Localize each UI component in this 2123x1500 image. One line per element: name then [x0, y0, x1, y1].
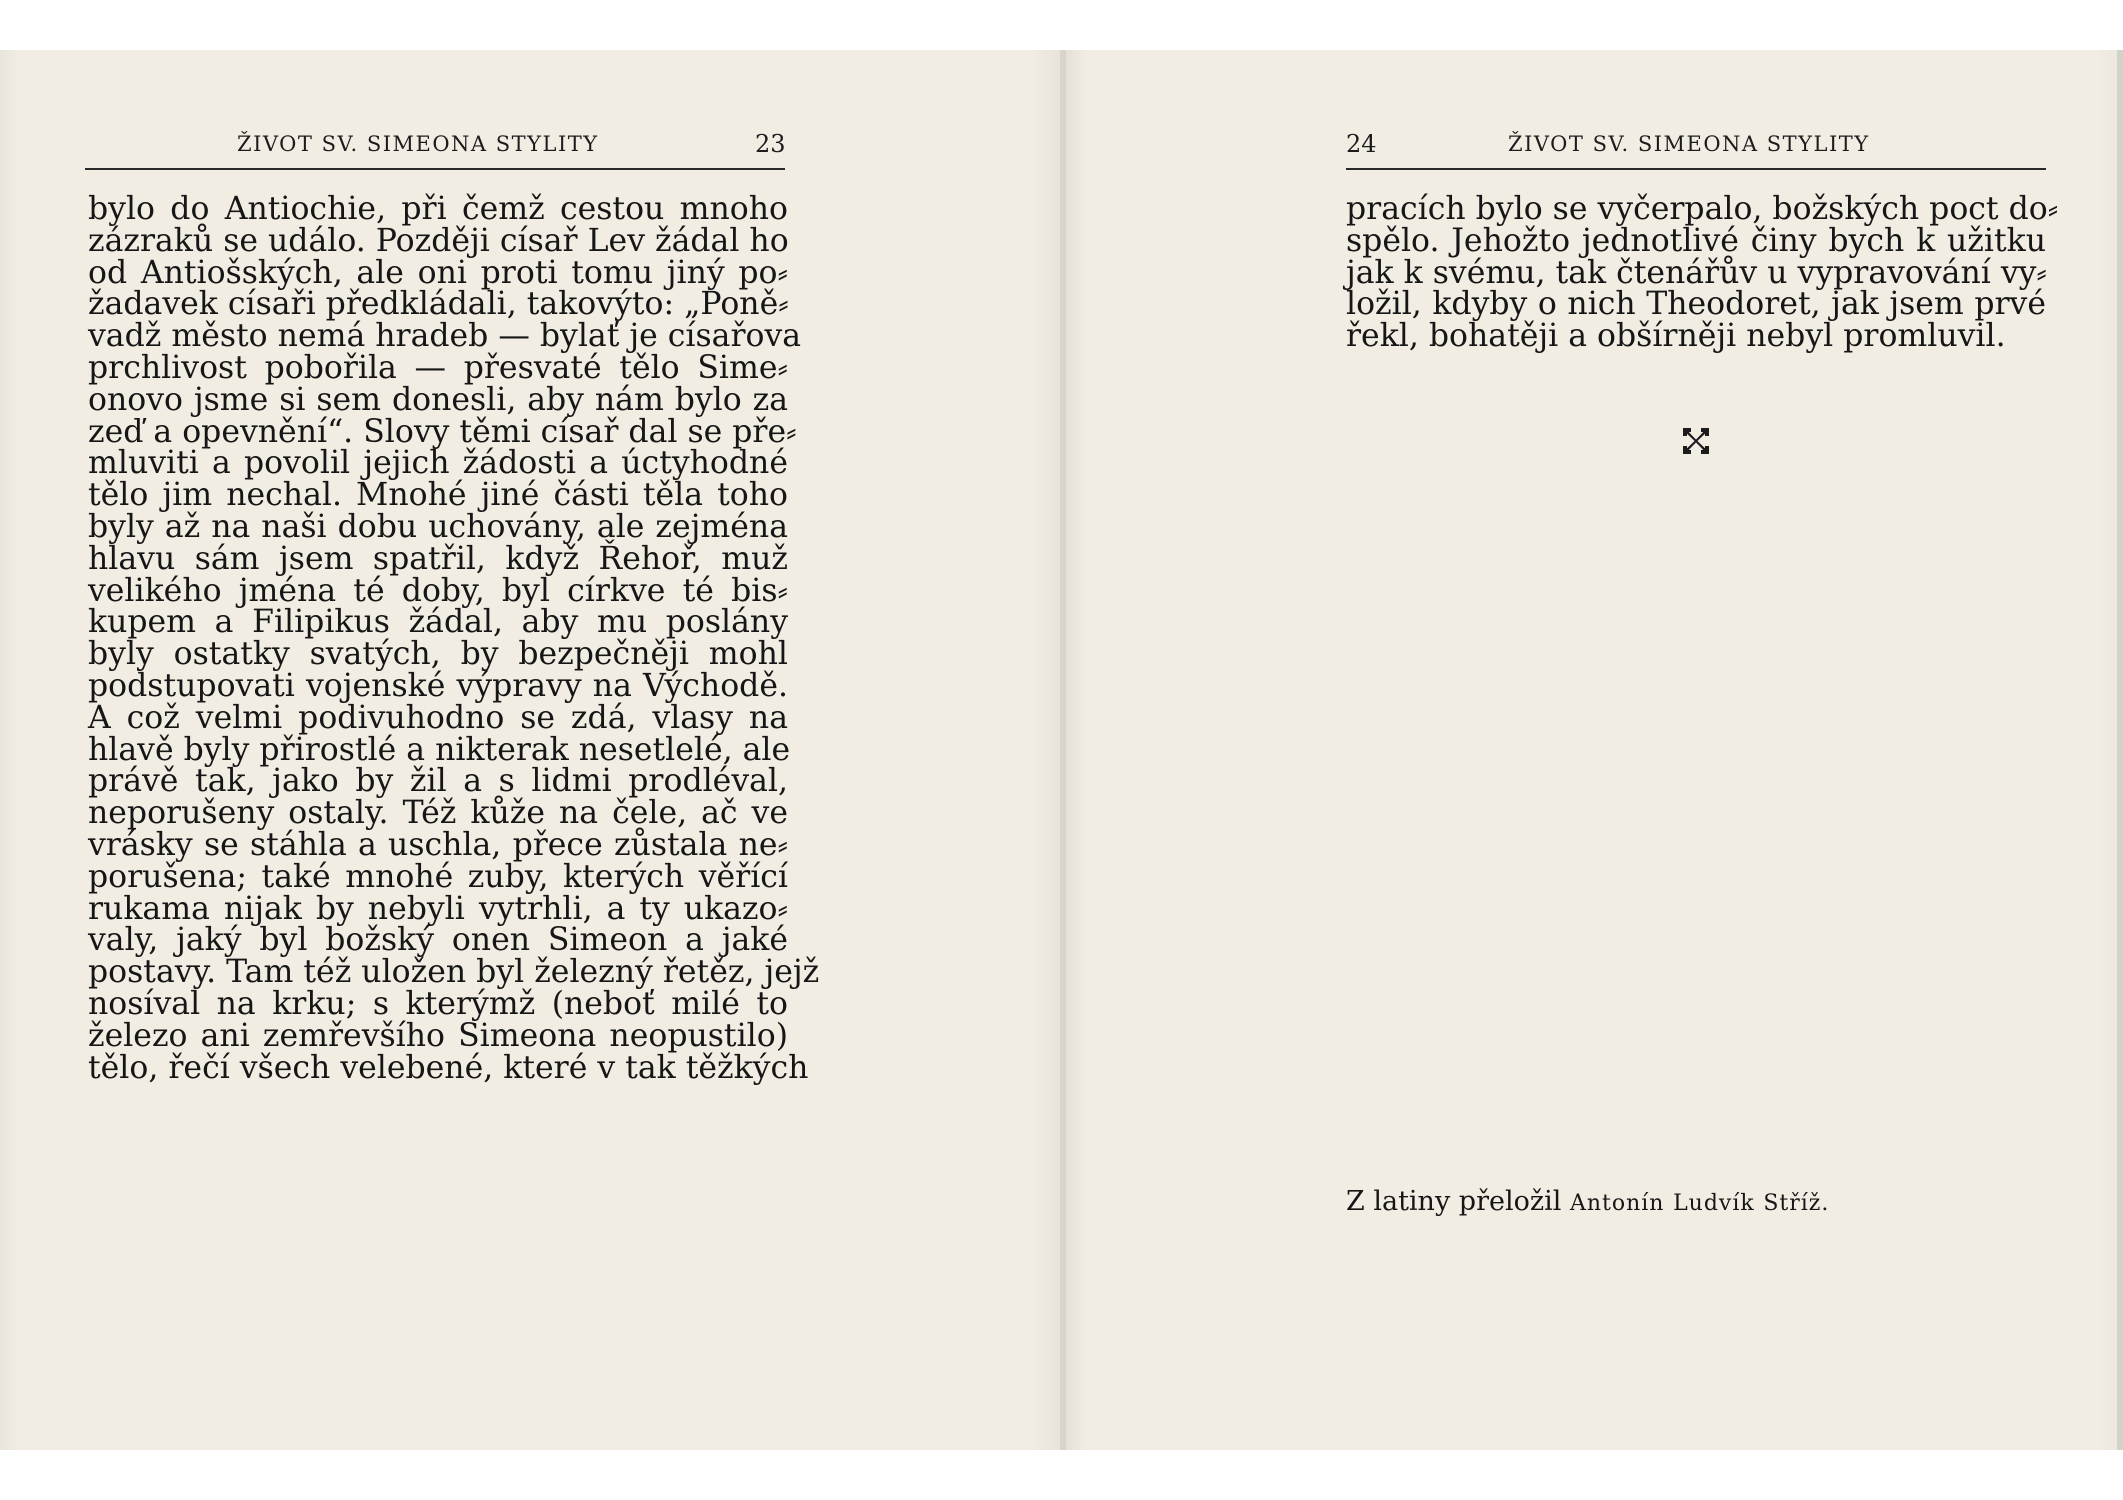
text-line: A což velmi podivuhodno se zdá, vlasy na [88, 699, 788, 736]
cross-pattee-icon [1681, 426, 1711, 456]
text-line: vrásky se stáhla a uschla, přece zůstala ne⸗ [88, 826, 788, 863]
text-line: postavy. Tam též uložen byl železný řetěz, jejž [88, 954, 820, 991]
text-line: podstupovati vojenské výpravy na Východě. [88, 667, 788, 704]
text-line: hlavu sám jsem spatřil, když Řehoř, muž [88, 540, 788, 577]
translator-name-middle: Ludvík [1673, 1191, 1755, 1216]
text-line: byly až na naši dobu uchovány, ale zejména [88, 508, 788, 545]
right-running-head: ŽIVOT SV. SIMEONA STYLITY [1508, 132, 1870, 156]
text-line: zeď a opevnění“. Slovy těmi císař dal se pře⸗ [88, 413, 797, 450]
text-line: onovo jsme si sem donesli, aby nám bylo za [88, 381, 788, 418]
right-head-rule [1346, 168, 2046, 170]
text-line: žadavek císaři předkládali, takovýto: „Poně⸗ [88, 286, 789, 323]
text-line: tělo jim nechal. Mnohé jiné části těla toho [88, 477, 788, 514]
right-page-number: 24 [1346, 130, 1377, 158]
text-line: nosíval na krku; s kterýmž (neboť milé to [88, 985, 788, 1022]
scan-edge-right [2117, 50, 2123, 1450]
text-line: velikého jména té doby, byl církve té bis⸗ [88, 572, 788, 609]
text-line: tělo, řečí všech velebené, které v tak těžkých [88, 1049, 809, 1086]
left-body-text [88, 191, 820, 1086]
right-body-text [1346, 191, 2059, 355]
translator-name-first: Antonín [1569, 1191, 1665, 1216]
text-line: kupem a Filipikus žádal, aby mu poslány [88, 604, 788, 641]
text-line: valy, jaký byl božský onen Simeon a jaké [88, 922, 788, 959]
left-head-rule [85, 168, 785, 170]
text-line: železo ani zemřevšího Simeona neopustilo) [88, 1017, 788, 1054]
translator-name-last: Stříž. [1763, 1191, 1830, 1216]
left-page-number: 23 [755, 130, 786, 158]
translator-credit [1346, 1186, 1829, 1217]
text-line: rukama nijak by nebyli vytrhli, a ty ukazo⸗ [88, 890, 788, 927]
translator-prefix: Z latiny přeložil [1346, 1186, 1562, 1217]
text-line: bylo do Antiochie, při čemž cestou mnoho [88, 191, 788, 227]
text-line: pracích bylo se vyčerpalo, božských poct do⸗ [1346, 191, 2059, 227]
text-line: vadž město nemá hradeb — bylať je císařova [88, 318, 802, 355]
text-line: mluviti a povolil jejich žádosti a úctyhodné [88, 445, 788, 482]
text-line: ložil, kdyby o nich Theodoret, jak jsem prvé [1346, 286, 2046, 323]
text-line: neporušeny ostaly. Též kůže na čele, ač ve [88, 795, 788, 832]
text-line: byly ostatky svatých, by bezpečněji mohl [88, 636, 788, 673]
text-line: jak k svému, tak čtenářův u vypravování vy⸗ [1346, 254, 2047, 291]
text-line: od Antiošských, ale oni proti tomu jiný po⸗ [88, 254, 788, 291]
text-line: zázraků se událo. Později císař Lev žádal ho [88, 222, 789, 259]
text-line: spělo. Jehožto jednotlivé činy bych k užitku [1346, 222, 2046, 259]
text-line: prchlivost pobořila — přesvaté tělo Sime⸗ [88, 349, 788, 386]
text-line: porušena; také mnohé zuby, kterých věřící [88, 858, 788, 895]
left-running-head: ŽIVOT SV. SIMEONA STYLITY [237, 132, 599, 156]
text-line: řekl, bohatěji a obšírněji nebyl promluvil. [1346, 318, 2006, 355]
text-line: hlavě byly přirostlé a nikterak nesetlelé, ale [88, 731, 791, 768]
text-line: právě tak, jako by žil a s lidmi prodléval, [88, 763, 788, 800]
